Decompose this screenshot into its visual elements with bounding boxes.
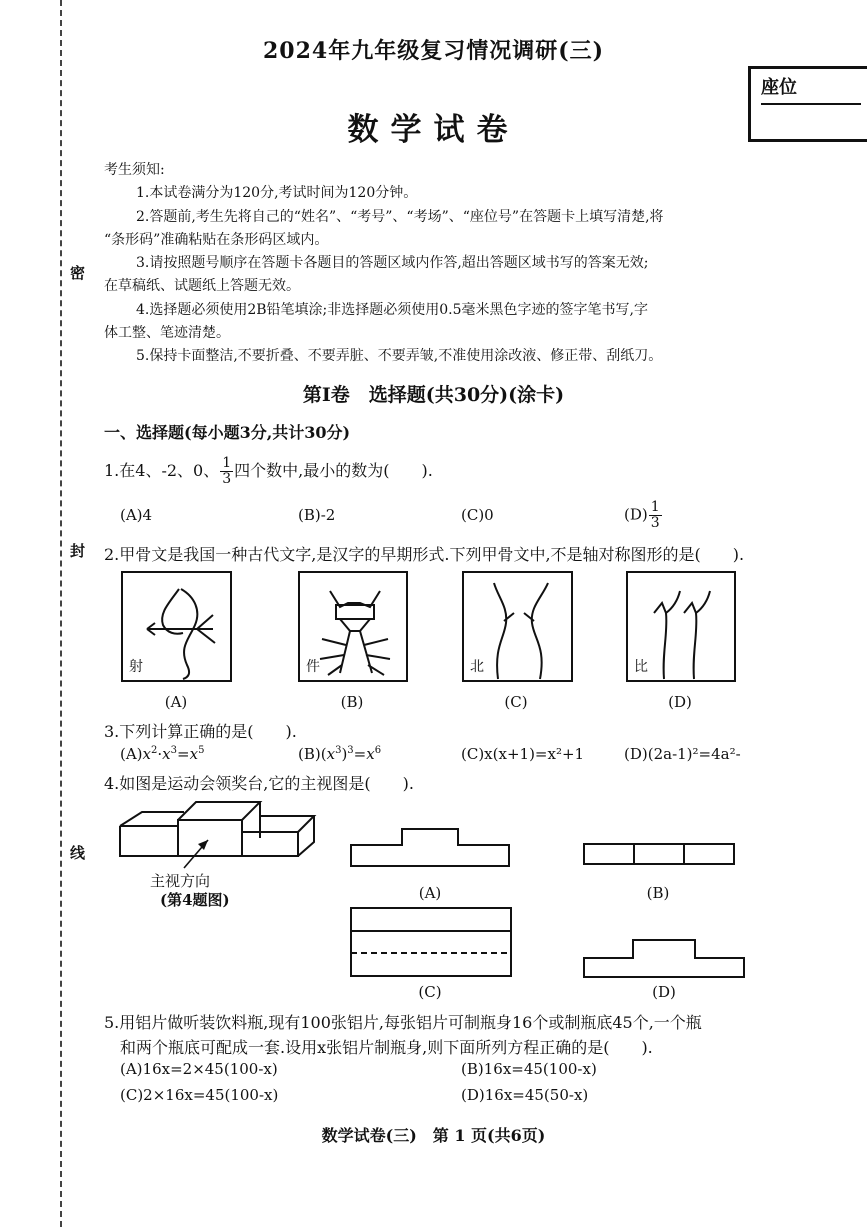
view-direction-arrow-icon — [180, 834, 220, 874]
binding-dashed-line — [60, 0, 62, 1227]
question-2: 2.甲骨文是我国一种古代文字,是汉字的早期形式.下列甲骨文中,不是轴对称图形的是( ). — [104, 545, 745, 564]
notice-line-4: 3.请按照题号顺序在答题卡各题目的答题区域内作答,超出答题区域书写的答案无效; — [136, 255, 649, 271]
q3-option-c: (C)x(x+1)=x²+1 — [461, 745, 585, 763]
q2-label-d: (D) — [668, 693, 692, 711]
q2-glyph-a-char: 射 — [129, 659, 143, 675]
notice-line-1: 1.本试卷满分为120分,考试时间为120分钟。 — [136, 185, 418, 201]
q4-label-d: (D) — [652, 983, 676, 1001]
question-1 — [104, 456, 433, 487]
q3-option-d: (D)(2a-1)²=4a²- — [624, 745, 741, 763]
q2-glyph-c — [462, 571, 573, 682]
seat-label: 座位 — [761, 73, 861, 105]
q1-optd-frac-num: 1 — [650, 499, 660, 515]
section-heading: 第Ⅰ卷 选择题(共30分)(涂卡) — [302, 384, 565, 406]
q2-glyph-b — [298, 571, 408, 682]
q1-frac-den: 3 — [222, 471, 232, 487]
q3-option-a-label: (A) — [120, 745, 143, 763]
q4-option-a-figure — [350, 827, 510, 867]
q1-prefix: 1.在4、-2、0、 — [104, 461, 220, 480]
q1-option-b: (B)-2 — [298, 506, 336, 524]
notice-line-5: 在草稿纸、试题纸上答题无效。 — [104, 278, 300, 294]
q1-option-c: (C)0 — [461, 506, 494, 524]
notice-heading: 考生须知: — [104, 162, 165, 178]
view-direction-label: 主视方向 — [150, 872, 211, 890]
q2-glyph-c-char: 北 — [470, 659, 484, 675]
q4-label-a: (A) — [418, 884, 442, 902]
notice-line-6: 4.选择题必须使用2B铅笔填涂;非选择题必须使用0.5毫米黑色字迹的签字笔书写,字 — [136, 302, 648, 318]
q5-option-d: (D)16x=45(50-x) — [461, 1086, 589, 1104]
question-5-line-1: 5.用铝片做听装饮料瓶,现有100张铝片,每张铝片可制瓶身16个或制瓶底45个,一个瓶 — [104, 1013, 702, 1032]
q5-option-c: (C)2×16x=45(100-x) — [120, 1086, 279, 1104]
question-5-line-2: 和两个瓶底可配成一套.设用x张铝片制瓶身,则下面所列方程正确的是( ). — [120, 1038, 653, 1057]
question-3: 3.下列计算正确的是( ). — [104, 722, 297, 741]
question-4: 4.如图是运动会领奖台,它的主视图是( ). — [104, 774, 414, 793]
margin-char-1: 密 — [70, 264, 86, 282]
q2-label-c: (C) — [504, 693, 528, 711]
q4-label-b: (B) — [646, 884, 670, 902]
q4-option-c-figure — [350, 907, 512, 977]
q1-option-d-label: (D) — [624, 505, 648, 524]
notice-line-2: 2.答题前,考生先将自己的“姓名”、“考号”、“考场”、“座位号”在答题卡上填写清楚,将 — [136, 209, 664, 225]
q4-option-d-figure — [583, 938, 745, 978]
q2-label-a: (A) — [164, 693, 188, 711]
q2-label-b: (B) — [340, 693, 364, 711]
part-heading: 一、选择题(每小题3分,共计30分) — [104, 423, 351, 442]
q1-frac-num: 1 — [222, 455, 232, 471]
q1-option-d-fraction — [649, 500, 662, 531]
q4-label-c: (C) — [418, 983, 442, 1001]
q5-option-b: (B)16x=45(100-x) — [461, 1060, 597, 1078]
q1-optd-frac-den: 3 — [650, 515, 660, 531]
q3-option-b-label: (B) — [298, 745, 321, 763]
margin-char-4: 线 — [70, 844, 86, 862]
q5-option-a: (A)16x=2×45(100-x) — [120, 1060, 278, 1078]
q1-suffix: 四个数中,最小的数为( ). — [234, 461, 433, 480]
q2-glyph-a — [121, 571, 232, 682]
exam-title: 2024年九年级复习情况调研(三) — [262, 38, 605, 64]
q3-option-a: $(A)x^2\cdot x^3=x^5$ — [120, 745, 205, 763]
q3-option-b: $(B)(x^3)^3=x^6$ — [298, 745, 382, 763]
q2-glyph-d — [626, 571, 736, 682]
page-footer: 数学试卷(三) 第 1 页(共6页) — [321, 1126, 546, 1145]
q1-option-a: (A)4 — [120, 506, 153, 524]
q4-option-b-figure — [583, 843, 735, 865]
q1-option-d — [624, 500, 663, 531]
exam-subject: 数学试卷 — [347, 112, 520, 148]
q2-glyph-d-char: 比 — [634, 659, 648, 675]
margin-char-2: 封 — [70, 542, 86, 560]
q2-glyph-b-char: 件 — [306, 659, 320, 675]
q4-figure-caption: (第4题图) — [160, 891, 230, 909]
notice-line-8: 5.保持卡面整洁,不要折叠、不要弄脏、不要弄皱,不准使用涂改液、修正带、刮纸刀。 — [136, 348, 663, 364]
q1-fraction — [220, 456, 233, 487]
notice-line-3: “条形码”准确粘贴在条形码区域内。 — [104, 232, 329, 248]
notice-line-7: 体工整、笔迹清楚。 — [104, 325, 230, 341]
